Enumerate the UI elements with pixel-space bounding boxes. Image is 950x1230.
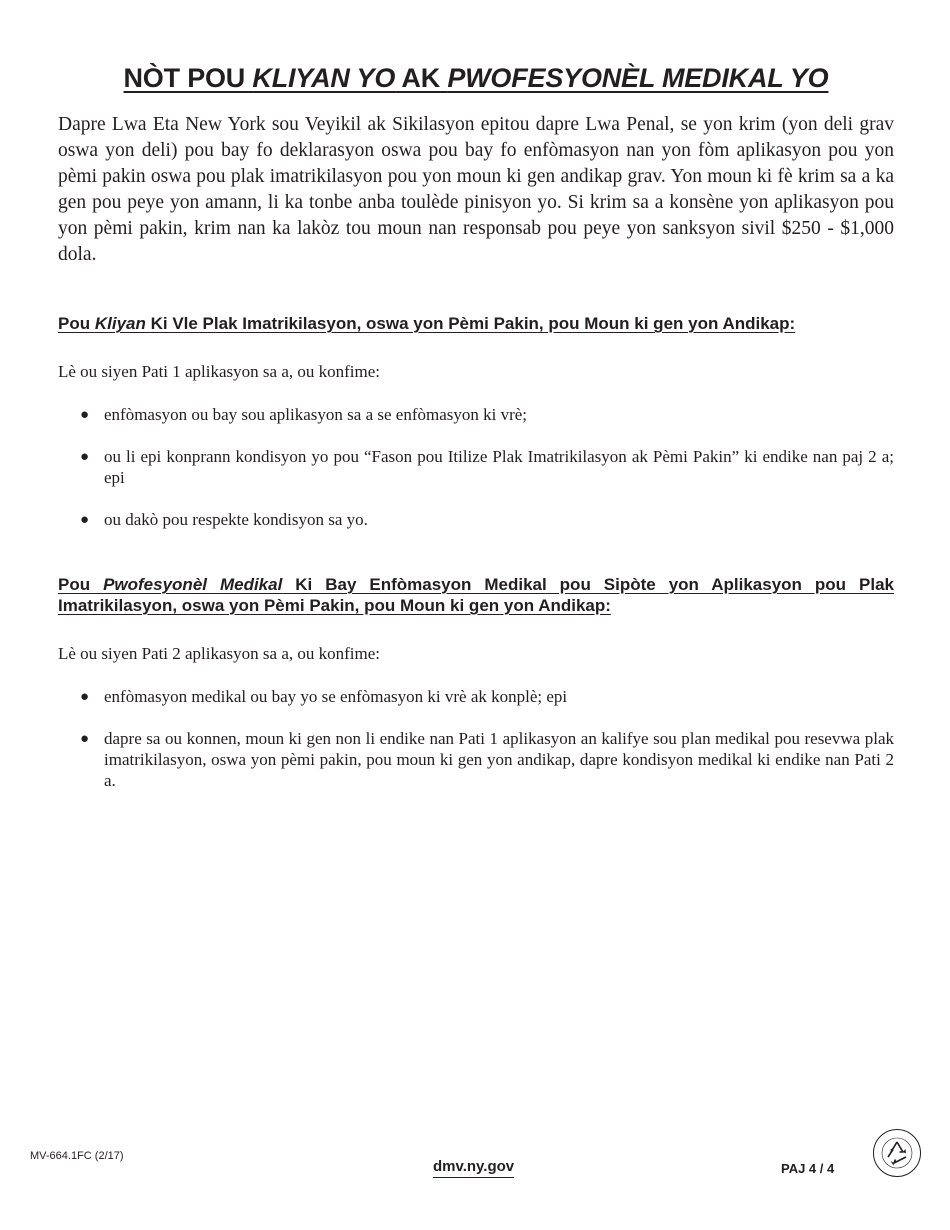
section-heading-medical-professionals xyxy=(58,574,894,616)
list-item-text: ou li epi konprann kondisyon yo pou “Fason pou Itilize Plak Imatrikilasyon ak Pèmi Pakin” ki endike nan paj 2 a; epi xyxy=(104,447,894,487)
section2-lead: Lè ou siyen Pati 2 aplikasyon sa a, ou konfime: xyxy=(58,644,380,663)
section2-heading-part-3: Ki Bay Enfòmasyon Medikal pou Sipòte yon Aplikasyon pou Plak Imatrikilasyon, oswa yon Pèmi Pakin, pou Moun ki gen yon Andikap: xyxy=(58,575,894,615)
section1-heading-part-3: Ki Vle Plak Imatrikilasyon, oswa yon Pèmi Pakin, pou Moun ki gen yon Andikap: xyxy=(145,314,796,333)
section1-heading-part-2: Kliyan xyxy=(94,314,146,333)
list-item xyxy=(58,728,894,791)
bullet-icon: ● xyxy=(80,689,90,705)
section1-lead: Lè ou siyen Pati 1 aplikasyon sa a, ou konfime: xyxy=(58,362,380,381)
bullet-icon: ● xyxy=(80,731,90,747)
list-item-text: dapre sa ou konnen, moun ki gen non li endike nan Pati 1 aplikasyon an kalifye sou plan medikal pou resevwa plak imatrikilasyon, oswa yon pèmi pakin, pou moun ki gen yon andikap, dapre kondisyon medikal ki endike nan Pati 2 a. xyxy=(104,729,894,790)
page-number: PAJ 4 / 4 xyxy=(781,1161,835,1176)
title-part-2: KLIYAN YO xyxy=(252,63,396,93)
section2-heading-part-1: Pou xyxy=(58,575,104,594)
section1-heading-part-1: Pou xyxy=(58,314,95,333)
list-item-text: enfòmasyon medikal ou bay yo se enfòmasyon ki vrè ak konplè; epi xyxy=(104,687,568,706)
list-item xyxy=(58,686,894,707)
list-item-text: ou dakò pou respekte kondisyon sa yo. xyxy=(104,510,368,529)
bullet-icon: ● xyxy=(80,407,90,423)
section-heading-clients xyxy=(58,313,894,334)
bullet-icon: ● xyxy=(80,512,90,528)
list-item-text: enfòmasyon ou bay sou aplikasyon sa a se enfòmasyon ki vrè; xyxy=(104,405,528,424)
title-part-4: PWOFESYONÈL MEDIKAL YO xyxy=(447,63,829,93)
section2-heading-part-2: Pwofesyonèl Medikal xyxy=(103,575,283,594)
list-item xyxy=(58,509,894,530)
page-title xyxy=(58,58,894,98)
form-number: MV-664.1FC (2/17) xyxy=(30,1150,124,1162)
document-page xyxy=(58,58,894,791)
list-item xyxy=(58,446,894,488)
recycle-icon xyxy=(872,1128,922,1178)
list-item xyxy=(58,404,894,425)
section2-bullet-list xyxy=(58,686,894,791)
section1-bullet-list xyxy=(58,404,894,530)
website-link[interactable]: dmv.ny.gov xyxy=(433,1158,514,1178)
title-part-3: AK xyxy=(395,63,448,93)
bullet-icon: ● xyxy=(80,449,90,465)
title-part-1: NÒT POU xyxy=(123,63,253,93)
intro-paragraph: Dapre Lwa Eta New York sou Veyikil ak Sikilasyon epitou dapre Lwa Penal, se yon krim (yon deli grav oswa yon deli) pou bay fo deklarasyon oswa pou bay fo enfòmasyon nan yon fòm aplikasyon pou yon pèmi pakin oswa pou plak imatrikilasyon pou yon moun ki gen andikap grav. Yon moun ki fè krim sa a ka gen pou peye yon amann, li ka tonbe anba toulède pinisyon yo. Si krim sa a konsène yon aplikasyon pou yon pèmi pakin, krim nan ka lakòz tou moun nan responsab pou peye yon sanksyon sivil $250 - $1,000 dola. xyxy=(58,114,894,265)
